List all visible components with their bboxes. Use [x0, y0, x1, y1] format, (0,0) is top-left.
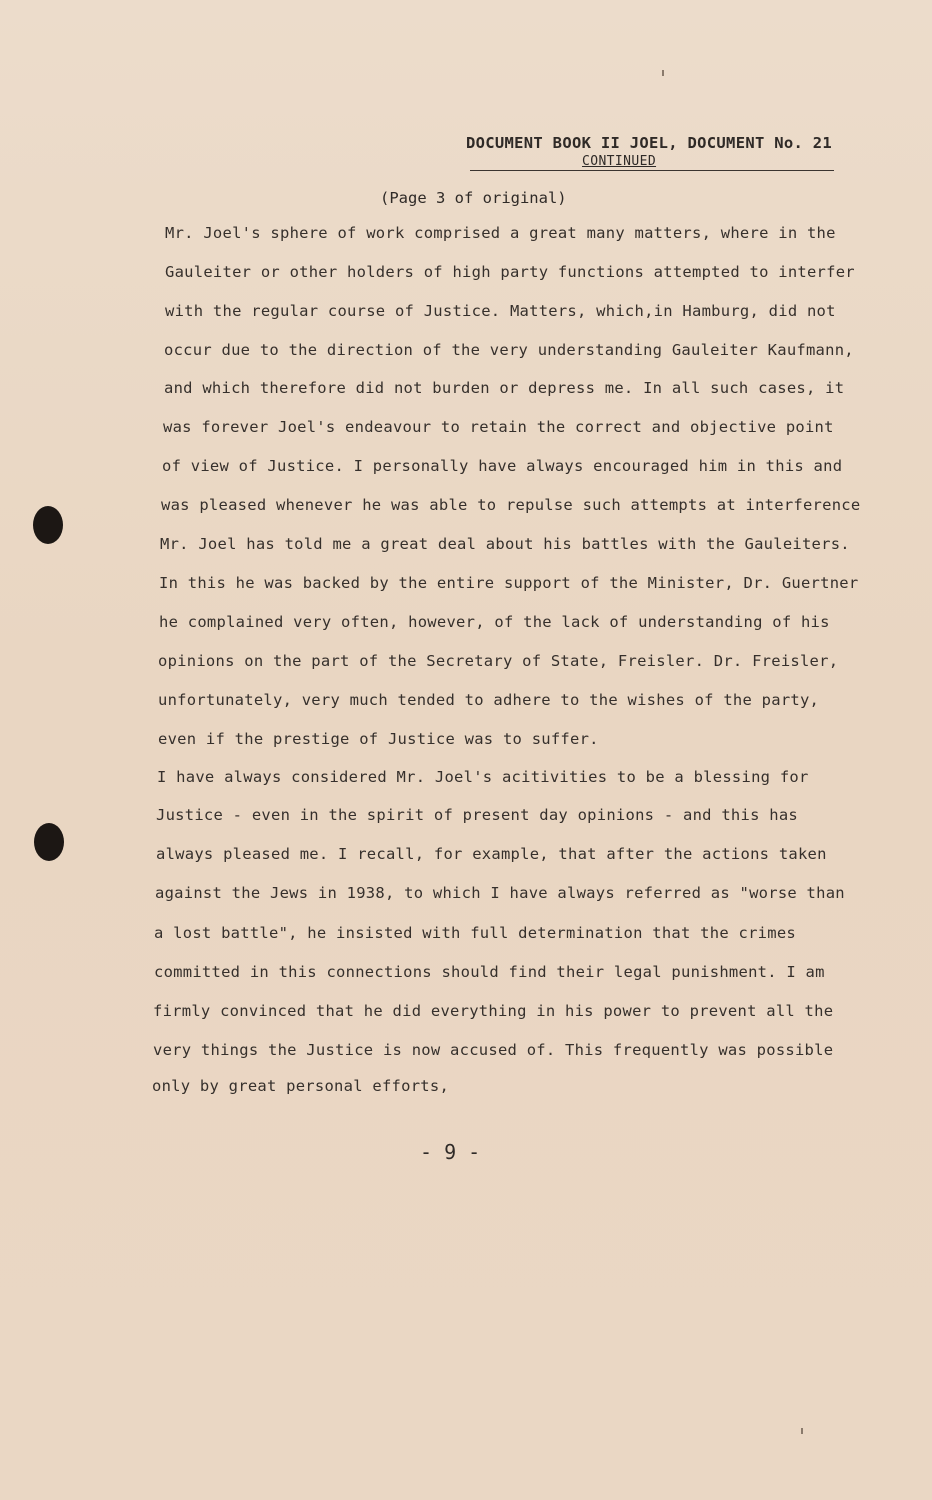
body-line: Justice - even in the spirit of present day opinions - and this has [156, 806, 798, 824]
body-line: was forever Joel's endeavour to retain the correct and objective point [163, 418, 834, 436]
body-line: always pleased me. I recall, for example, that after the actions taken [156, 845, 827, 863]
body-line: Mr. Joel's sphere of work comprised a great many matters, where in the [165, 224, 836, 242]
body-line: opinions on the part of the Secretary of State, Freisler. Dr. Freisler, [158, 652, 839, 670]
document-reference: DOCUMENT BOOK II JOEL, DOCUMENT No. 21 [466, 134, 833, 152]
body-line: even if the prestige of Justice was to suffer. [158, 730, 599, 748]
body-line: a lost battle", he insisted with full determination that the crimes [154, 924, 796, 942]
continued-label: CONTINUED [582, 154, 657, 169]
body-line: occur due to the direction of the very understanding Gauleiter Kaufmann, [164, 341, 854, 359]
original-page-reference: (Page 3 of original) [380, 189, 567, 207]
body-line: I have always considered Mr. Joel's acitivities to be a blessing for [157, 768, 809, 786]
body-line: only by great personal efforts, [152, 1077, 450, 1095]
body-line: Gauleiter or other holders of high party functions attempted to interfer [165, 263, 855, 281]
body-line: he complained very often, however, of the lack of understanding of his [159, 613, 830, 631]
body-line: of view of Justice. I personally have always encouraged him in this and [162, 457, 843, 475]
body-line: unfortunately, very much tended to adhere to the wishes of the party, [158, 691, 820, 709]
page-number: - 9 - [420, 1140, 481, 1164]
body-line: with the regular course of Justice. Matters, which,in Hamburg, did not [165, 302, 836, 320]
body-line: In this he was backed by the entire support of the Minister, Dr. Guertner [159, 574, 859, 592]
body-line: Mr. Joel has told me a great deal about his battles with the Gauleiters. [160, 535, 850, 553]
body-line: committed in this connections should find their legal punishment. I am [154, 963, 825, 981]
body-line: against the Jews in 1938, to which I have always referred as "worse than [155, 884, 845, 902]
body-line: was pleased whenever he was able to repulse such attempts at interference [161, 496, 861, 514]
body-line: very things the Justice is now accused of. This frequently was possible [153, 1041, 834, 1059]
body-line: firmly convinced that he did everything in his power to prevent all the [153, 1002, 834, 1020]
body-line: and which therefore did not burden or depress me. In all such cases, it [164, 379, 845, 397]
